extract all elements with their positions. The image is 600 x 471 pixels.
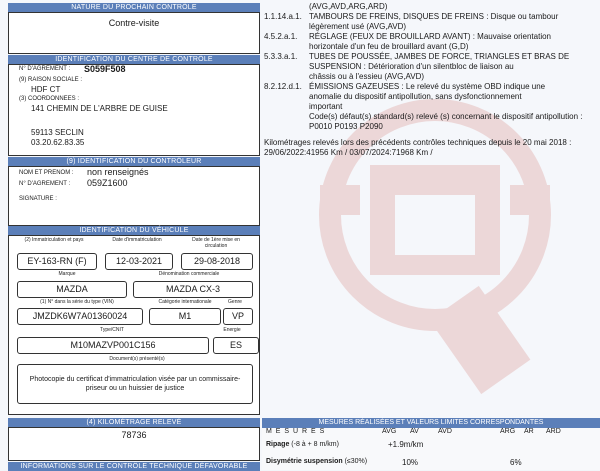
defect-line bbox=[264, 32, 598, 42]
defect-text: important bbox=[309, 102, 343, 111]
km-value: 78736 bbox=[121, 430, 147, 440]
date-circ-field: 29-08-2018 bbox=[181, 253, 253, 270]
date-circ-label: Date de 1ère mise en circulation bbox=[192, 237, 240, 249]
mesures-column-header: ARD bbox=[546, 428, 561, 435]
defect-line bbox=[264, 72, 598, 82]
immat-label: (2) Immatriculation et pays bbox=[24, 237, 84, 243]
marque-field: MAZDA bbox=[17, 281, 127, 298]
left-column bbox=[8, 0, 260, 470]
ripage-row bbox=[266, 441, 339, 448]
genre-label: Genre bbox=[228, 299, 242, 305]
controleur-nom-value: non renseignés bbox=[87, 167, 149, 177]
defect-line bbox=[264, 22, 598, 32]
date-immat-field: 12-03-2021 bbox=[105, 253, 173, 270]
type-label: Type/CNIT bbox=[100, 327, 124, 333]
defect-code: 5.3.3.a.1. bbox=[264, 52, 298, 61]
km-header: (4) KILOMÉTRAGE RELEVÉ bbox=[8, 418, 260, 427]
disymetrie-row bbox=[266, 458, 367, 465]
defect-text: (AVG,AVD,ARG,ARD) bbox=[309, 2, 388, 11]
defect-line bbox=[264, 92, 598, 102]
centre-city: 59113 SECLIN bbox=[31, 128, 84, 137]
defect-line bbox=[264, 2, 598, 12]
ripage-label: Ripage bbox=[266, 441, 290, 448]
defect-text: P0010 P0193 P2090 bbox=[309, 122, 383, 131]
controleur-agrement-value: 059Z1600 bbox=[87, 178, 128, 188]
defect-text: anomalie du dispositif antipollution, sans dysfonctionnement bbox=[309, 92, 522, 101]
centre-phone: 03.20.62.83.35 bbox=[31, 138, 85, 147]
mesures-column-header: AVG bbox=[382, 428, 397, 435]
defects-list bbox=[264, 2, 598, 132]
vin-field: JMZDK6W7A01360024 bbox=[17, 308, 143, 325]
vin-label: (1) N° dans la série du type (VIN) bbox=[40, 299, 114, 305]
defect-text: ÉMISSIONS GAZEUSES : Le relevé du système OBD indique une bbox=[309, 82, 546, 91]
mesures-column-header: AR bbox=[524, 428, 534, 435]
mesures-header: MESURES RÉALISÉES ET VALEURS LIMITES CORRESPONDANTES bbox=[262, 418, 600, 428]
controleur-agrement-label: N° D'AGREMENT : bbox=[19, 181, 71, 187]
nature-value: Contre-visite bbox=[108, 18, 160, 28]
defect-text: TUBES DE POUSSÉE, JAMBES DE FORCE, TRIANGLES ET BRAS DE bbox=[309, 52, 570, 61]
mesures-table bbox=[262, 428, 600, 470]
type-field: M10MAZVP001C156 bbox=[17, 337, 209, 354]
km-history-line1: Kilométrages relevés lors des précédents contrôles techniques depuis le 20 mai 2018 : bbox=[264, 138, 572, 147]
disymetrie-limit: (≤30%) bbox=[344, 458, 368, 465]
date-immat-label: Date d'immatriculation bbox=[112, 237, 162, 243]
defect-code: 1.1.14.a.1. bbox=[264, 12, 302, 21]
raison-sociale-label: (9) RAISON SOCIALE : bbox=[19, 77, 83, 83]
docs-value: Photocopie du certificat d'immatriculation visée par un commissaire-priseur ou un huissier de justice bbox=[29, 376, 241, 392]
info-header: INFORMATIONS SUR LE CONTRÔLE TECHNIQUE DÉFAVORABLE bbox=[8, 462, 260, 471]
defect-text: légèrement usé (AVG,AVD) bbox=[309, 22, 407, 31]
defect-line bbox=[264, 42, 598, 52]
centre-agrement-label: N° D'AGREMENT : bbox=[19, 66, 71, 72]
vehicule-header: IDENTIFICATION DU VÉHICULE bbox=[8, 226, 260, 235]
km-box bbox=[8, 427, 260, 461]
energie-field: ES bbox=[213, 337, 259, 354]
docs-box bbox=[17, 364, 253, 404]
mesures-column-header: AVD bbox=[438, 428, 452, 435]
nature-header: NATURE DU PROCHAIN CONTRÔLE bbox=[8, 3, 260, 12]
energie-label: Energie bbox=[223, 327, 241, 333]
defect-line bbox=[264, 102, 598, 112]
centre-header: IDENTIFICATION DU CENTRE DE CONTRÔLE bbox=[8, 55, 260, 64]
docs-label: Document(s) présenté(s) bbox=[109, 356, 165, 362]
defect-line bbox=[264, 12, 598, 22]
vehicule-box bbox=[8, 235, 260, 415]
centre-address: 141 CHEMIN DE L'ARBRE DE GUISE bbox=[31, 104, 168, 113]
modele-field: MAZDA CX-3 bbox=[133, 281, 253, 298]
centre-agrement-value: S059F508 bbox=[84, 64, 126, 74]
disymetrie-value: 10% bbox=[402, 458, 419, 467]
mesures-col-title: M E S U R E S bbox=[266, 428, 326, 435]
defect-line bbox=[264, 112, 598, 122]
nature-box bbox=[8, 12, 260, 54]
raison-sociale-value: HDF CT bbox=[31, 85, 61, 94]
defect-line bbox=[264, 122, 598, 132]
modele-label: Dénomination commerciale bbox=[158, 271, 220, 277]
genre-field: VP bbox=[223, 308, 253, 325]
mesures-column-header: ARG bbox=[500, 428, 516, 435]
mesures-column-header: AV bbox=[410, 428, 419, 435]
defect-text: TAMBOURS DE FREINS, DISQUES DE FREINS : Disque ou tambour bbox=[309, 12, 559, 21]
defect-text: horizontale d'un feu de brouillard avant (G,D) bbox=[309, 42, 469, 51]
immat-field: EY-163-RN (F) bbox=[17, 253, 97, 270]
defect-line bbox=[264, 82, 598, 92]
defect-text: RÉGLAGE (FEUX DE BROUILLARD AVANT) : Mauvaise orientation bbox=[309, 32, 552, 41]
marque-label: Marque bbox=[58, 271, 76, 277]
cat-field: M1 bbox=[149, 308, 221, 325]
defect-code: 8.2.12.d.1. bbox=[264, 82, 302, 91]
controleur-header: (9) IDENTIFICATION DU CONTRÔLEUR bbox=[8, 157, 260, 166]
defect-line bbox=[264, 52, 598, 62]
disymetrie-label: Disymétrie suspension bbox=[266, 458, 343, 465]
defect-text: châssis ou à l'essieu (AVG,AVD) bbox=[309, 72, 425, 81]
controleur-nom-label: NOM ET PRENOM : bbox=[19, 170, 74, 176]
km-history-line2: 29/06/2022:41956 Km / 03/07/2024:71968 Km / bbox=[264, 148, 433, 157]
ripage-value: +1.9m/km bbox=[388, 440, 424, 449]
right-column bbox=[262, 0, 600, 470]
coordonnees-label: (3) COORDONNEES : bbox=[19, 96, 80, 102]
defect-text: SUSPENSION : Détérioration d'un silentbloc de liaison au bbox=[309, 62, 514, 71]
disymetrie-value2: 6% bbox=[510, 458, 522, 467]
defect-code: 4.5.2.a.1. bbox=[264, 32, 298, 41]
ripage-limit: (-8 à + 8 m/km) bbox=[291, 441, 339, 448]
centre-box bbox=[8, 64, 260, 156]
cat-label: Catégorie internationale bbox=[158, 299, 212, 305]
defect-text: Code(s) défaut(s) standard(s) relevé (s) concernant le dispositif antipollution : bbox=[309, 112, 583, 121]
controleur-box bbox=[8, 166, 260, 226]
defect-line bbox=[264, 62, 598, 72]
signature-label: SIGNATURE : bbox=[19, 196, 57, 202]
